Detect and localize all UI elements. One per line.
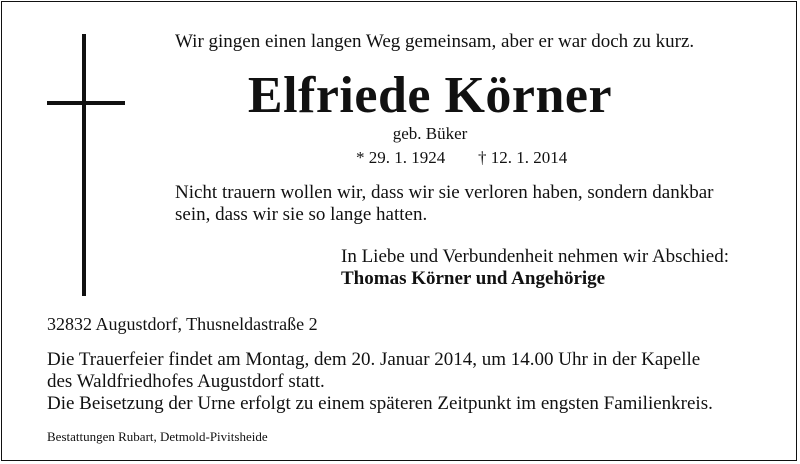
verse-line-1: Nicht trauern wollen wir, dass wir sie verloren haben, sondern dankbar: [175, 182, 714, 203]
ceremony-line-2: des Waldfriedhofes Augustdorf statt.: [47, 371, 325, 392]
ceremony-line-1: Die Trauerfeier findet am Montag, dem 20. Januar 2014, um 14.00 Uhr in der Kapelle: [47, 349, 701, 370]
birth-date: * 29. 1. 1924: [356, 148, 446, 167]
deceased-name: Elfriede Körner: [247, 67, 613, 124]
motto-text: Wir gingen einen langen Weg gemeinsam, aber er war doch zu kurz.: [175, 31, 695, 52]
burial-text: Die Beisetzung der Urne erfolgt zu einem späteren Zeitpunkt im engsten Familienkreis.: [47, 393, 713, 414]
verse-line-2: sein, dass wir sie so lange hatten.: [175, 204, 428, 225]
farewell-text: In Liebe und Verbundenheit nehmen wir Abschied:: [341, 246, 729, 267]
death-date: † 12. 1. 2014: [478, 148, 568, 167]
address-text: 32832 Augustdorf, Thusneldastraße 2: [47, 314, 318, 334]
maiden-name: geb. Büker: [392, 124, 468, 143]
undertaker-text: Bestattungen Rubart, Detmold-Pivitsheide: [47, 429, 268, 444]
family-signature: Thomas Körner und Angehörige: [341, 268, 606, 289]
